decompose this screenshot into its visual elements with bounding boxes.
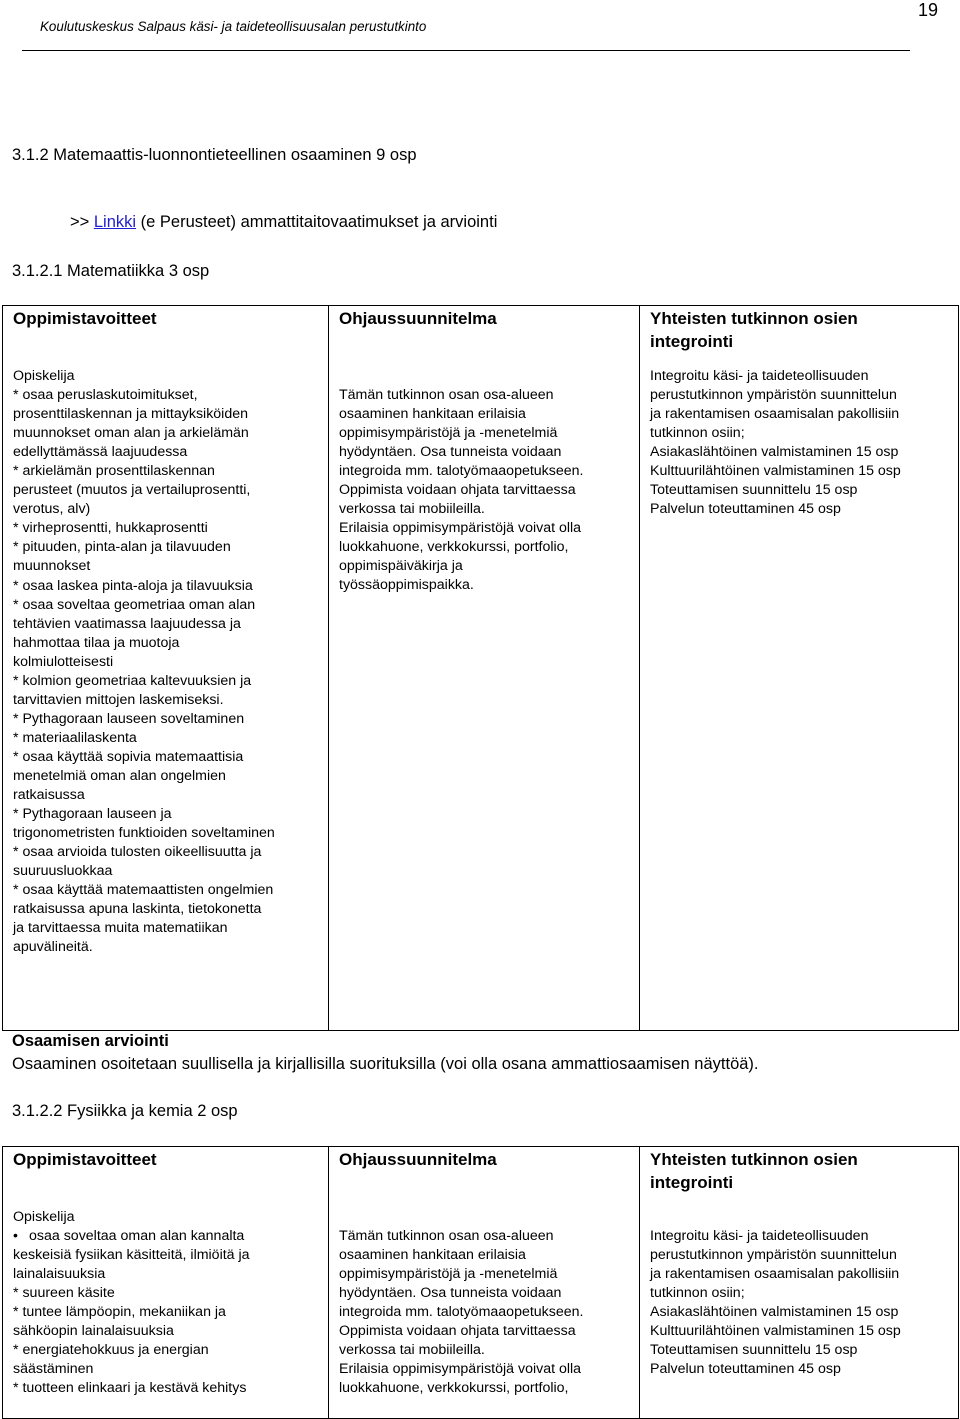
math-heading: 3.1.2.1 Matematiikka 3 osp bbox=[12, 262, 210, 280]
math-header-yhteisten-line2: integrointi bbox=[650, 332, 734, 351]
integration-line: Toteuttamisen suunnittelu 15 osp bbox=[650, 482, 858, 499]
guidance-line: Oppimista voidaan ohjata tarvittaessa bbox=[339, 1322, 576, 1339]
objective-line: * suureen käsite bbox=[13, 1285, 115, 1302]
physics-header-yhteisten-line2: integrointi bbox=[650, 1173, 734, 1192]
objective-line: * kolmion geometriaa kaltevuuksien ja bbox=[13, 672, 252, 689]
link-line bbox=[70, 213, 497, 232]
math-col-ohjaussuunnitelma bbox=[329, 357, 640, 1031]
bullet-icon: • bbox=[13, 1228, 18, 1245]
objective-line: ratkaisussa bbox=[13, 787, 85, 804]
link-prefix: >> bbox=[70, 213, 94, 231]
objective-line: tehtävien vaatimassa laajuudessa ja bbox=[13, 615, 241, 632]
guidance-line: hyödyntäen. Osa tunneista voidaan bbox=[339, 443, 562, 460]
objective-line: * arkielämän prosenttilaskennan bbox=[13, 463, 215, 480]
guidance-line: Erilaisia oppimisympäristöjä voivat olla bbox=[339, 519, 582, 536]
guidance-line: luokkahuone, verkkokurssi, portfolio, bbox=[339, 1379, 569, 1396]
list-item-text: osaa soveltaa oman alan kannalta bbox=[29, 1228, 245, 1245]
guidance-line: hyödyntäen. Osa tunneista voidaan bbox=[339, 1284, 562, 1301]
physics-table-header-row bbox=[3, 1147, 959, 1199]
objective-line: muunnokset bbox=[13, 558, 91, 575]
objective-line: suuruusluokkaa bbox=[13, 863, 113, 880]
objective-line: * energiatehokkuus ja energian bbox=[13, 1342, 209, 1359]
objective-line: * osaa laskea pinta-aloja ja tilavuuksia bbox=[13, 577, 253, 594]
objective-line: prosenttilaskennan ja mittayksiköiden bbox=[13, 406, 249, 423]
objective-line: keskeisiä fysiikan käsitteitä, ilmiöitä ja bbox=[13, 1247, 250, 1264]
assessment-title: Osaamisen arviointi bbox=[12, 1032, 169, 1050]
guidance-line: integroida mm. talotyömaaopetukseen. bbox=[339, 1303, 584, 1320]
objective-line: muunnokset oman alan ja arkielämän bbox=[13, 425, 249, 442]
physics-col3-lines bbox=[650, 1227, 952, 1379]
physics-header-oppimistavoitteet: Oppimistavoitteet bbox=[3, 1147, 329, 1199]
guidance-line: luokkahuone, verkkokurssi, portfolio, bbox=[339, 538, 569, 555]
integration-line: Asiakaslähtöinen valmistaminen 15 osp bbox=[650, 444, 899, 461]
integration-line: ja rakentamisen osaamisalan pakollisiin bbox=[650, 406, 900, 423]
integration-line: Kulttuurilähtöinen valmistaminen 15 osp bbox=[650, 463, 901, 480]
integration-line: perustutkinnon ympäristön suunnittelun bbox=[650, 387, 897, 404]
integration-line: Asiakaslähtöinen valmistaminen 15 osp bbox=[650, 1303, 899, 1320]
guidance-line: integroida mm. talotyömaaopetukseen. bbox=[339, 462, 584, 479]
math-header-oppimistavoitteet: Oppimistavoitteet bbox=[3, 306, 329, 358]
physics-col-ohjaussuunnitelma bbox=[329, 1198, 640, 1419]
integration-line: tutkinnon osiin; bbox=[650, 425, 745, 442]
physics-col2-lines bbox=[339, 1227, 633, 1398]
math-col3-lines bbox=[650, 367, 952, 519]
objective-line: sähköopin lainalaisuuksia bbox=[13, 1323, 174, 1340]
objective-line: perusteet (muutos ja vertailuprosentti, bbox=[13, 482, 251, 499]
physics-header-ohjaussuunnitelma: Ohjaussuunnitelma bbox=[329, 1147, 640, 1199]
objective-line: * tuntee lämpöopin, mekaniikan ja bbox=[13, 1304, 226, 1321]
objective-line: hahmottaa tilaa ja muotoja bbox=[13, 634, 180, 651]
objective-line: trigonometristen funktioiden soveltaminen bbox=[13, 825, 275, 842]
math-header-yhteisten bbox=[640, 306, 959, 358]
objective-line: säästäminen bbox=[13, 1361, 94, 1378]
guidance-line: osaaminen hankitaan erilaisia bbox=[339, 1246, 526, 1263]
perusteet-link[interactable]: Linkki bbox=[93, 213, 137, 231]
math-table-header-row bbox=[3, 306, 959, 358]
math-col2-lines bbox=[339, 386, 633, 596]
math-table bbox=[2, 305, 959, 1031]
guidance-line: verkossa tai mobiileilla. bbox=[339, 1341, 485, 1358]
guidance-line: Tämän tutkinnon osan osa-alueen bbox=[339, 386, 554, 403]
physics-col1-intro: Opiskelija bbox=[13, 1209, 75, 1225]
integration-line: tutkinnon osiin; bbox=[650, 1284, 745, 1301]
objective-line: ja tarvittaessa muita matematiikan bbox=[13, 920, 228, 937]
objective-line: lainalaisuuksia bbox=[13, 1266, 106, 1283]
guidance-line: oppimisympäristöjä ja -menetelmiä bbox=[339, 424, 558, 441]
objective-line: * osaa arvioida tulosten oikeellisuutta ja bbox=[13, 844, 262, 861]
physics-table bbox=[2, 1146, 959, 1419]
physics-header-yhteisten-line1: Yhteisten tutkinnon osien bbox=[650, 1150, 858, 1169]
guidance-line: Oppimista voidaan ohjata tarvittaessa bbox=[339, 481, 576, 498]
integration-line: Palvelun toteuttaminen 45 osp bbox=[650, 1360, 841, 1377]
integration-line: ja rakentamisen osaamisalan pakollisiin bbox=[650, 1265, 900, 1282]
objective-line: menetelmiä oman alan ongelmien bbox=[13, 767, 226, 784]
integration-line: perustutkinnon ympäristön suunnittelun bbox=[650, 1246, 897, 1263]
physics-heading: 3.1.2.2 Fysiikka ja kemia 2 osp bbox=[12, 1102, 238, 1120]
math-col-oppimistavoitteet bbox=[3, 357, 329, 1031]
objective-line: kolmiulotteisesti bbox=[13, 653, 114, 670]
objective-line: * tuotteen elinkaari ja kestävä kehitys bbox=[13, 1380, 247, 1397]
math-table-body-row bbox=[3, 357, 959, 1031]
objective-line bbox=[13, 1227, 322, 1246]
objective-line: tarvittavien mittojen laskemiseksi. bbox=[13, 691, 224, 708]
section-heading: 3.1.2 Matemaattis-luonnontieteellinen osaaminen 9 osp bbox=[12, 146, 417, 164]
math-col-integrointi bbox=[640, 357, 959, 1031]
header-divider bbox=[22, 50, 910, 51]
assessment-text: Osaaminen osoitetaan suullisella ja kirjallisilla suorituksilla (voi olla osana ammattiosaamisen näyttöä). bbox=[12, 1055, 759, 1073]
math-header-yhteisten-line1: Yhteisten tutkinnon osien bbox=[650, 309, 858, 328]
objective-line: * pituuden, pinta-alan ja tilavuuden bbox=[13, 539, 231, 556]
objective-line: edellyttämässä laajuudessa bbox=[13, 444, 188, 461]
objective-line: Opiskelija bbox=[13, 368, 75, 384]
objective-line: * materiaalilaskenta bbox=[13, 729, 137, 746]
integration-line: Integroitu käsi- ja taideteollisuuden bbox=[650, 1227, 869, 1244]
guidance-line: oppimisympäristöjä ja -menetelmiä bbox=[339, 1265, 558, 1282]
physics-col-oppimistavoitteet bbox=[3, 1198, 329, 1419]
objective-line: * osaa peruslaskutoimitukset, bbox=[13, 387, 198, 404]
document-header-title: Koulutuskeskus Salpaus käsi- ja taideteollisuusalan perustutkinto bbox=[40, 19, 427, 34]
guidance-line: Erilaisia oppimisympäristöjä voivat olla bbox=[339, 1360, 582, 1377]
objective-line: * Pythagoraan lauseen soveltaminen bbox=[13, 710, 245, 727]
integration-line: Palvelun toteuttaminen 45 osp bbox=[650, 501, 841, 518]
objective-line: ratkaisussa apuna laskinta, tietokonetta bbox=[13, 901, 262, 918]
physics-col1-lines bbox=[13, 1227, 322, 1398]
page-number: 19 bbox=[917, 0, 938, 20]
math-header-ohjaussuunnitelma: Ohjaussuunnitelma bbox=[329, 306, 640, 358]
physics-col-integrointi bbox=[640, 1198, 959, 1419]
physics-table-body-row bbox=[3, 1198, 959, 1419]
guidance-line: Tämän tutkinnon osan osa-alueen bbox=[339, 1227, 554, 1244]
link-suffix: (e Perusteet) ammattitaitovaatimukset ja arviointi bbox=[136, 213, 498, 231]
guidance-line: työssäoppimispaikka. bbox=[339, 577, 474, 594]
objective-line: * virheprosentti, hukkaprosentti bbox=[13, 520, 208, 537]
integration-line: Integroitu käsi- ja taideteollisuuden bbox=[650, 368, 869, 384]
objective-line: * osaa käyttää sopivia matemaattisia bbox=[13, 748, 244, 765]
guidance-line: verkossa tai mobiileilla. bbox=[339, 500, 485, 517]
objective-line: * Pythagoraan lauseen ja bbox=[13, 806, 172, 823]
guidance-line: osaaminen hankitaan erilaisia bbox=[339, 405, 526, 422]
objective-line: apuvälineitä. bbox=[13, 939, 93, 956]
integration-line: Kulttuurilähtöinen valmistaminen 15 osp bbox=[650, 1322, 901, 1339]
integration-line: Toteuttamisen suunnittelu 15 osp bbox=[650, 1341, 858, 1358]
math-col1-lines bbox=[13, 367, 322, 957]
objective-line: * osaa käyttää matemaattisten ongelmien bbox=[13, 882, 274, 899]
physics-header-yhteisten bbox=[640, 1147, 959, 1199]
guidance-line: oppimispäiväkirja ja bbox=[339, 558, 463, 575]
objective-line: * osaa soveltaa geometriaa oman alan bbox=[13, 596, 256, 613]
objective-line: verotus, alv) bbox=[13, 501, 91, 518]
